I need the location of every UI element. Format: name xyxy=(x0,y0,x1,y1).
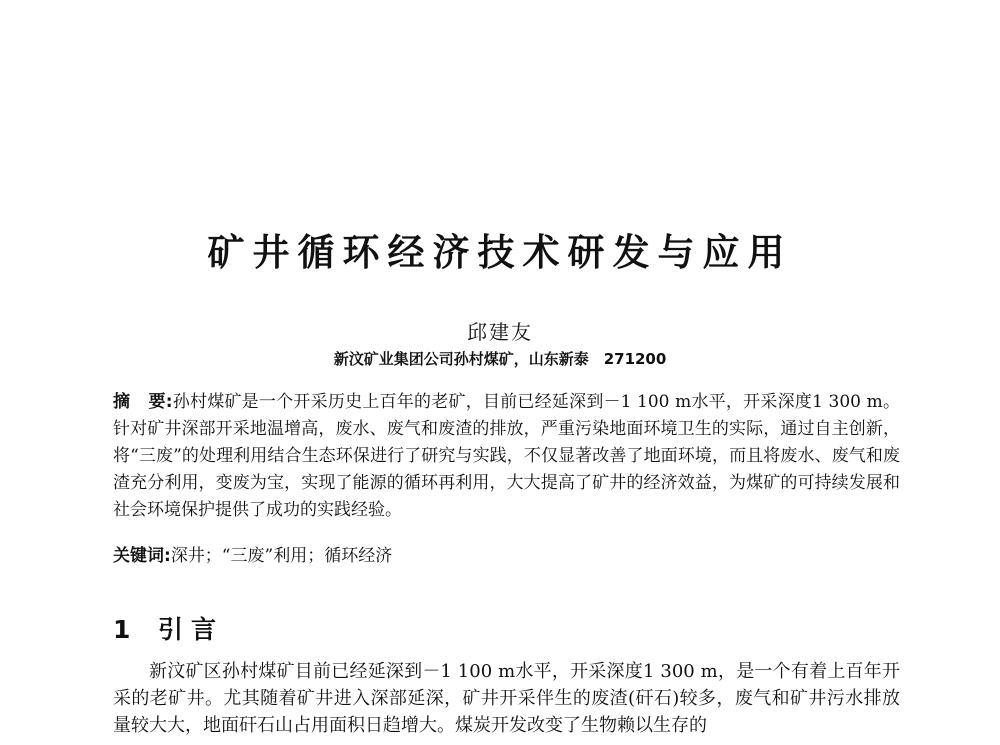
keywords-block xyxy=(113,543,900,570)
section-1-heading xyxy=(113,611,900,649)
keywords-label-text: 关键词 xyxy=(113,546,164,566)
author-affiliation: 新汶矿业集团公司孙村煤矿，山东新泰 271200 xyxy=(333,350,667,368)
keywords-label-separator: : xyxy=(164,546,171,566)
section-1-number: 1 xyxy=(113,615,131,644)
abstract-label-char-2: 要 xyxy=(148,392,166,412)
section-1-title: 引言 xyxy=(158,615,225,644)
section-1-body: 新汶矿区孙村煤矿目前已经延深到－1 100 m水平，开采深度1 300 m，是一个有着上百年开采的老矿井。尤其随着矿井进入深部延深，矿井开采伴生的废渣(矸石)较多，废气和矿井污水排放量较大大，地面矸石山占用面积日趋增大。煤炭开发改变了生物赖以生存的 xyxy=(113,661,900,736)
abstract-block xyxy=(113,389,900,524)
abstract-text: 孙村煤矿是一个开采历史上百年的老矿，目前已经延深到－1 100 m水平，开采深度1 300 m。针对矿井深部开采地温增高，废水、废气和废渣的排放，严重污染地面环境卫生的实际，通过自主创新，将“三废”的处理利用结合生态环保进行了研究与实践，不仅显著改善了地面环境，而且将废水、废气和废渣充分利用，变废为宝，实现了能源的循环再利用，大大提高了矿井的经济效益，为煤矿的可持续发展和社会环境保护提供了成功的实践经验。 xyxy=(113,392,900,520)
keywords-text: 深井；“三废”利用；循环经济 xyxy=(170,546,393,566)
abstract-label-separator: : xyxy=(165,392,173,412)
abstract-label-char-1: 摘 xyxy=(113,392,131,412)
keywords-label xyxy=(113,546,171,566)
abstract-label xyxy=(113,392,173,412)
author-name: 邱建友 xyxy=(467,320,533,344)
paper-title: 矿井循环经济技术研发与应用 xyxy=(207,231,793,274)
